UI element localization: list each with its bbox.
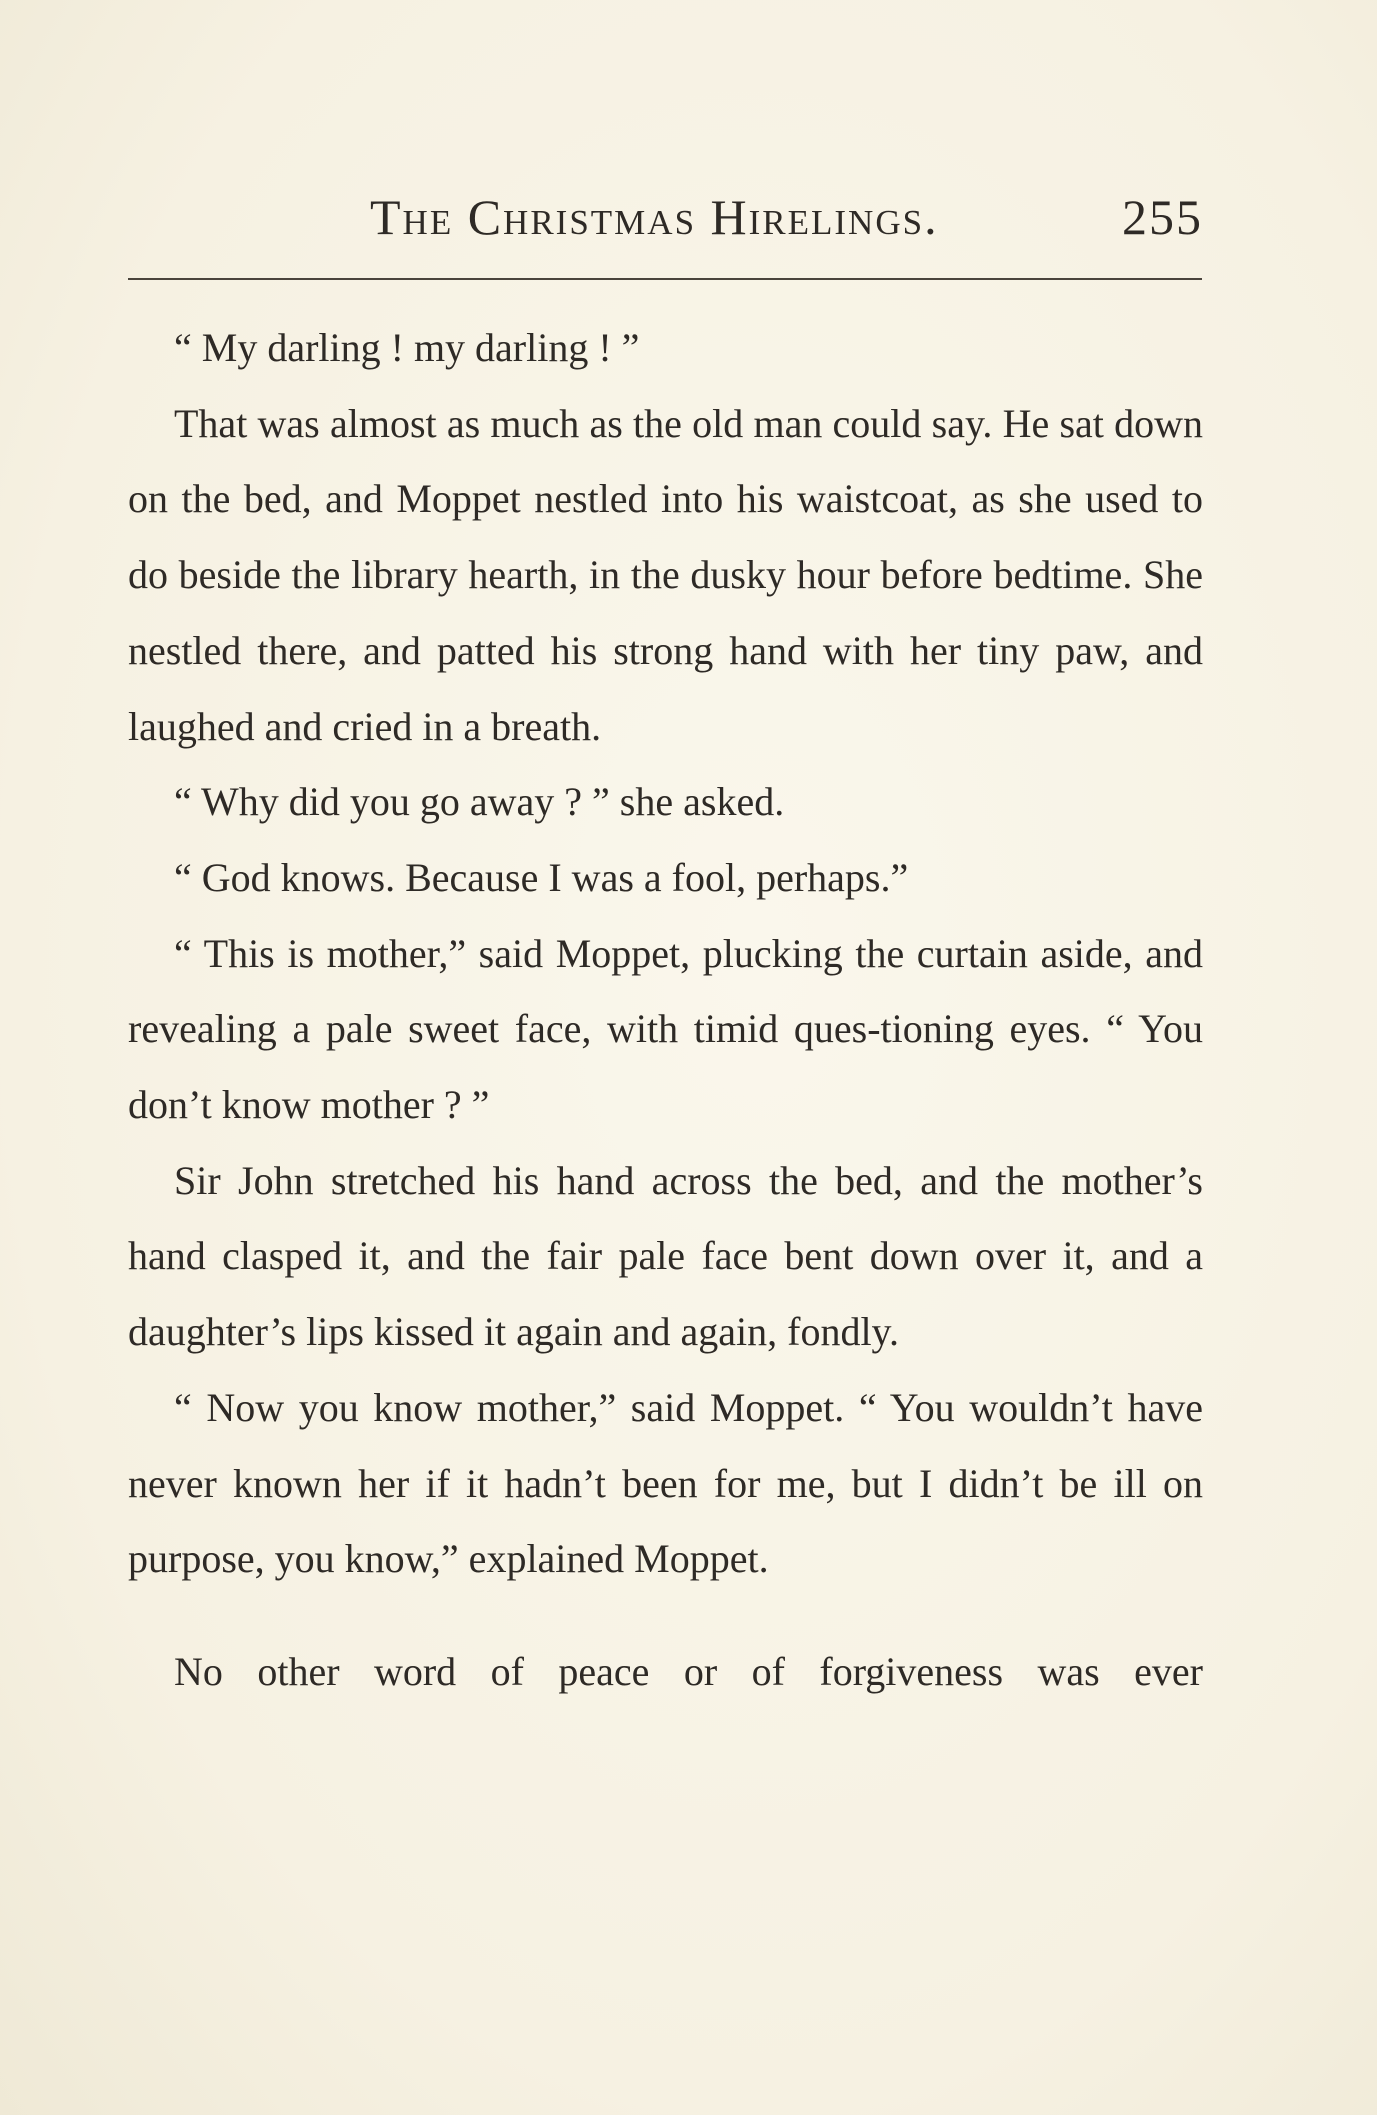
body-text	[128, 310, 1203, 1710]
running-head	[128, 188, 1203, 248]
paragraph: That was almost as much as the old man could say. He sat down on the bed, and Moppet nestled into his waistcoat, as she used to do beside the library hearth, in the dusky hour before bedtime. She nestled there, and patted his strong hand with her tiny paw, and laughed and cried in a breath.	[128, 400, 1203, 749]
header-rule	[128, 278, 1202, 280]
paragraph: “ This is mother,” said Moppet, plucking the curtain aside, and revealing a pale sweet face, with timid ques-tioning eyes. “ You don’t know mother ? ”	[128, 930, 1203, 1128]
paragraph: “ Now you know mother,” said Moppet. “ You wouldn’t have never known her if it hadn’t been for me, but I didn’t be ill on purpose, you know,” explained Moppet.	[128, 1384, 1203, 1582]
paragraph: “ My darling ! my darling ! ”	[174, 325, 640, 370]
running-title: The Christmas Hirelings.	[370, 189, 939, 245]
paragraph: “ God knows. Because I was a fool, perhaps.”	[174, 854, 909, 900]
page-number: 255	[1122, 189, 1203, 245]
paragraph: Sir John stretched his hand across the bed, and the mother’s hand clasped it, and the fair pale face bent down over it, and a daughter’s lips kissed it again and again, fondly.	[128, 1157, 1203, 1355]
paragraph-continued: No other word of peace or of forgiveness was ever	[174, 1648, 1203, 1694]
paragraph: “ Why did you go away ? ” she asked.	[174, 779, 785, 825]
